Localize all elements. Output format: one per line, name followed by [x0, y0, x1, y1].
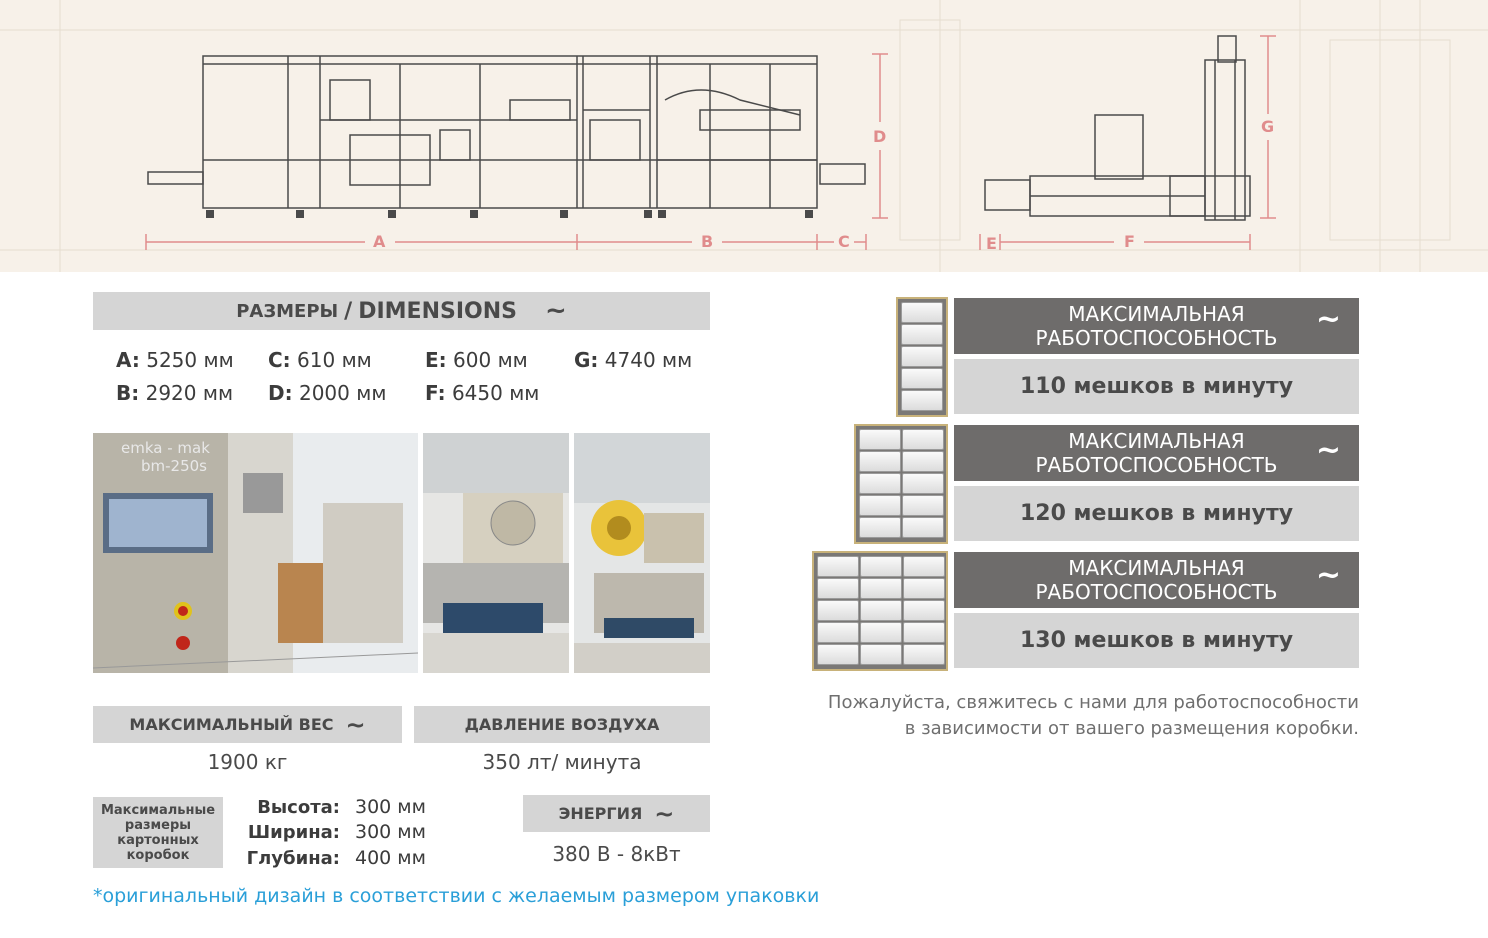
box-width-label: Ширина:: [247, 822, 340, 843]
dimension-f: F: 6450 мм: [425, 381, 540, 405]
machine-drawing-svg: [0, 0, 1488, 272]
machine-photo-control-panel: [93, 433, 418, 673]
box-height-label: Высота:: [257, 797, 340, 818]
box-depth-value: 400 мм: [355, 847, 426, 869]
technical-drawing: [0, 0, 1488, 272]
machine-model-text: bm-250s: [141, 457, 207, 475]
dimensions-title-en: DIMENSIONS: [358, 298, 517, 324]
machine-brand-text: emka - mak: [121, 439, 210, 457]
capacity-2-title-line1: МАКСИМАЛЬНАЯ: [1068, 429, 1245, 453]
dimension-label-d: D: [873, 127, 887, 146]
bag-stack-3-icon: [812, 551, 948, 671]
tilde-icon: ~: [1315, 558, 1341, 593]
capacity-1-title-line2: РАБОТОСПОСОБНОСТЬ: [1035, 326, 1278, 350]
dimension-label-a: A: [373, 232, 386, 251]
capacity-3-value: 130 мешков в минуту: [954, 613, 1359, 668]
box-height-value: 300 мм: [355, 796, 426, 818]
capacity-3-title-line2: РАБОТОСПОСОБНОСТЬ: [1035, 580, 1278, 604]
air-pressure-header: [414, 706, 710, 743]
footnote: *оригинальный дизайн в соответствии с желаемым размером упаковки: [93, 885, 820, 907]
capacity-2-title-line2: РАБОТОСПОСОБНОСТЬ: [1035, 453, 1278, 477]
energy-label: ЭНЕРГИЯ: [558, 804, 643, 823]
dimension-d: D: 2000 мм: [268, 381, 387, 405]
tilde-icon: ~: [1315, 433, 1341, 468]
capacity-3-title-line1: МАКСИМАЛЬНАЯ: [1068, 556, 1245, 580]
capacity-2-value: 120 мешков в минуту: [954, 486, 1359, 541]
contact-note-line1: Пожалуйста, свяжитесь с нами для работоспособности: [827, 692, 1359, 713]
dimension-label-f: F: [1124, 232, 1135, 251]
capacity-1-header: [954, 298, 1359, 354]
tilde-icon: ~: [1315, 302, 1341, 337]
dimension-label-b: B: [701, 232, 714, 251]
contact-note: [760, 690, 1359, 742]
tilde-icon: ~: [345, 710, 366, 739]
bag-stack-2-icon: [854, 424, 948, 544]
dimension-a: A: 5250 мм: [116, 348, 234, 372]
dimension-label-c: C: [838, 232, 850, 251]
max-weight-value: 1900 кг: [207, 750, 288, 774]
tilde-icon: ~: [654, 799, 675, 828]
capacity-1-title-line1: МАКСИМАЛЬНАЯ: [1068, 302, 1245, 326]
capacity-3-header: [954, 552, 1359, 608]
tilde-icon: ~: [545, 296, 567, 326]
machine-photo-tape-unit: [574, 433, 710, 673]
bag-stack-1-icon: [896, 297, 948, 417]
dimension-c: C: 610 мм: [268, 348, 372, 372]
machine-photo-conveyor: [423, 433, 569, 673]
air-pressure-value: 350 лт/ минута: [482, 750, 642, 774]
box-depth-label: Глубина:: [246, 848, 340, 869]
max-weight-header: [93, 706, 402, 743]
box-sizes-label: Максимальные размеры картонных коробок: [100, 802, 216, 863]
capacity-1-value: 110 мешков в минуту: [954, 359, 1359, 414]
dimension-b: B: 2920 мм: [116, 381, 234, 405]
box-sizes-label-box: [93, 797, 223, 868]
contact-note-line2: в зависимости от вашего размещения коробки.: [904, 718, 1359, 739]
capacity-2-header: [954, 425, 1359, 481]
dimension-label-g: G: [1261, 117, 1275, 136]
max-weight-label: МАКСИМАЛЬНЫЙ ВЕС: [129, 715, 334, 734]
dimensions-title-ru: РАЗМЕРЫ: [236, 300, 339, 322]
dimension-e: E: 600 мм: [425, 348, 528, 372]
box-width-value: 300 мм: [355, 821, 426, 843]
air-pressure-label: ДАВЛЕНИЕ ВОЗДУХА: [464, 715, 660, 734]
dimensions-header: [93, 292, 710, 330]
energy-value: 380 В - 8кВт: [552, 842, 681, 866]
dimension-g: G: 4740 мм: [574, 348, 693, 372]
dimension-label-e: E: [986, 234, 997, 253]
energy-header: [523, 795, 710, 832]
dimensions-separator: /: [344, 298, 353, 324]
